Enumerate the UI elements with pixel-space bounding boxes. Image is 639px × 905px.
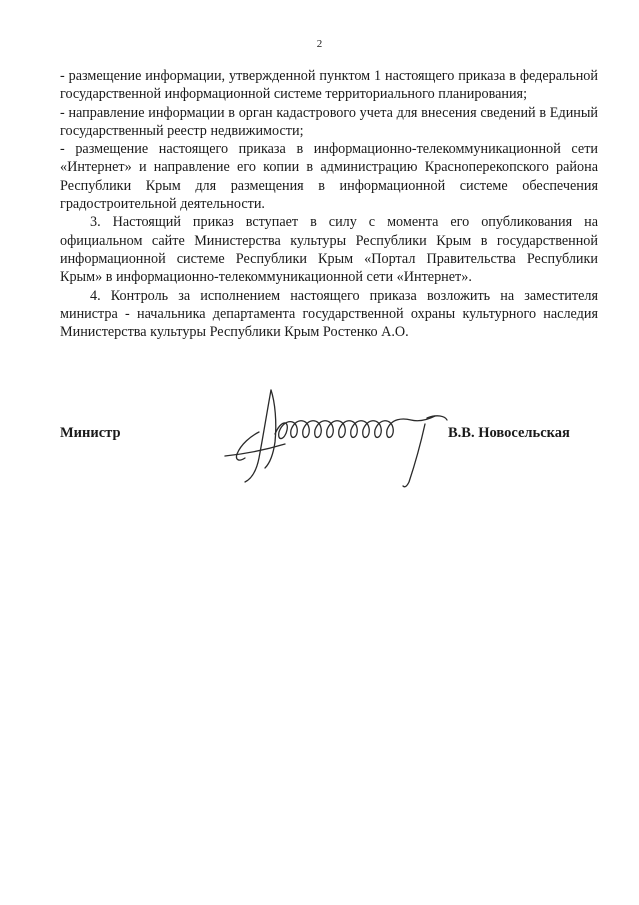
paragraph-list-item-3: - размещение настоящего приказа в информационно-телекоммуникационной сети «Интернет» и направление его копии в администрацию Красноперекопского района Республики Крым для размещения в информационной системе обеспечения градостроительной деятельности. [60,141,598,213]
signatory-title: Министр [60,425,121,441]
paragraph-list-item-1: - размещение информации, утвержденной пунктом 1 настоящего приказа в федеральной государственной информационной системе территориального планирования; [60,68,598,103]
signature-block [60,425,600,449]
paragraph-list-item-2: - направление информации в орган кадастрового учета для внесения сведений в Единый государственный реестр недвижимости; [60,104,598,139]
signatory-name: В.В. Новосельская [448,425,570,441]
paragraph-item-3: 3. Настоящий приказ вступает в силу с момента его опубликования на официальном сайте Министерства культуры Республики Крым в государственной информационной системе Республики Крым «Портал Правительства Республики Крым» в информационно-телекоммуникационной сети «Интернет». [60,214,598,286]
document-body [60,67,598,341]
paragraph-item-4: 4. Контроль за исполнением настоящего приказа возложить на заместителя министра - начальника департамента государственной охраны культурного наследия Министерства культуры Республики Крым Ростенко А.О. [60,287,598,341]
page-number: 2 [316,38,323,50]
